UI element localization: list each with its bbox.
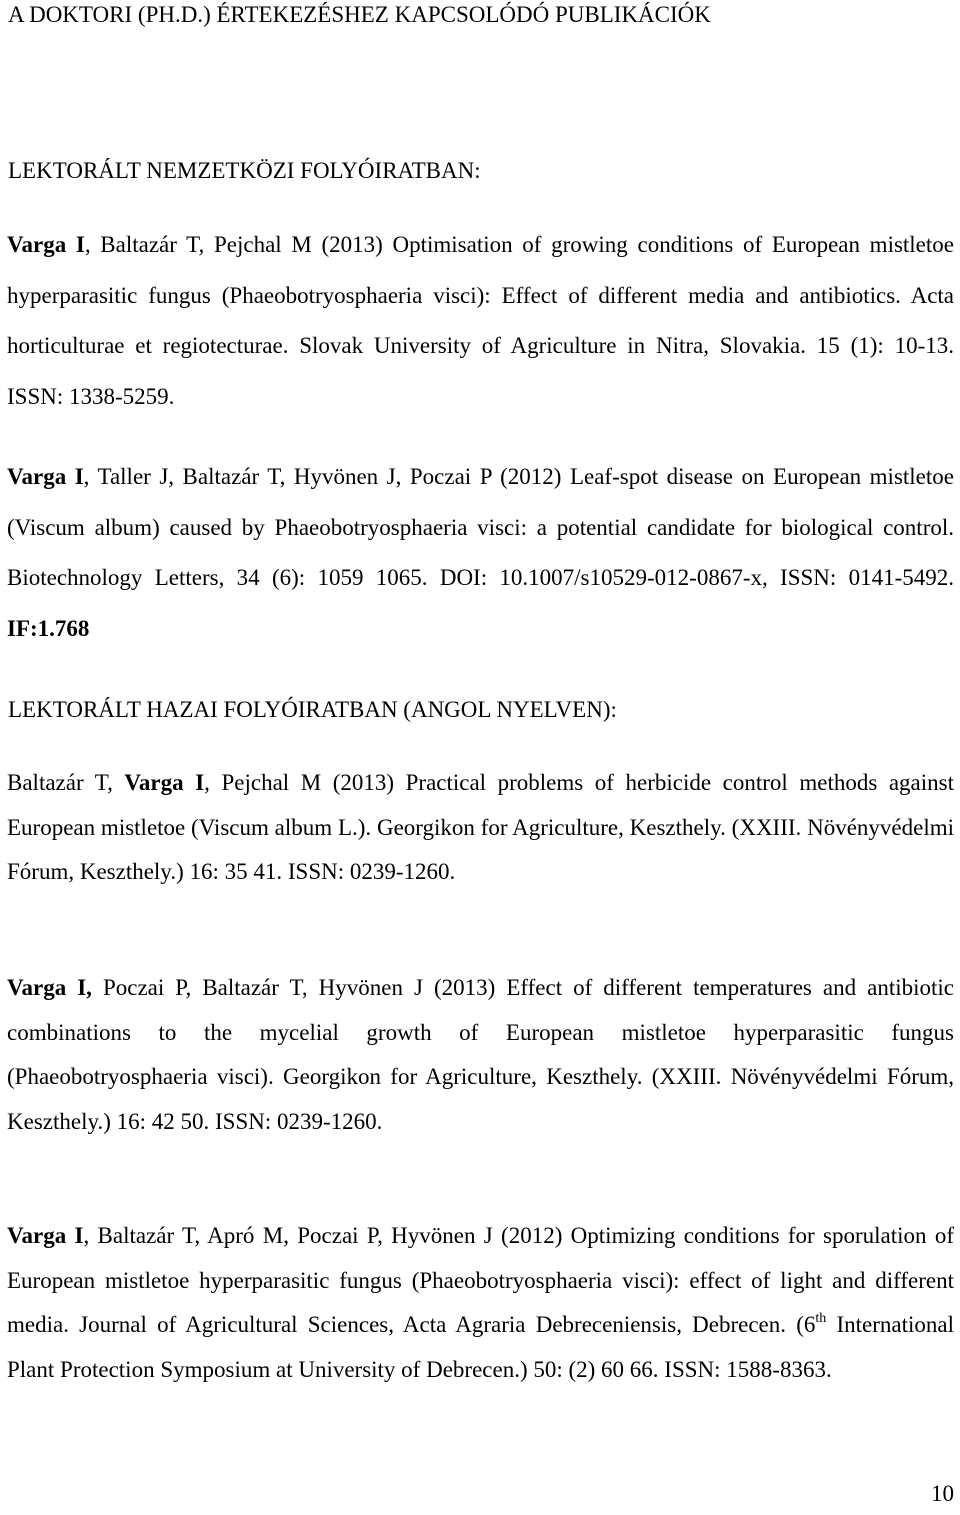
citation-prefix: Baltazár T, bbox=[7, 770, 125, 795]
section-heading-domestic: LEKTORÁLT HAZAI FOLYÓIRATBAN (ANGOL NYELVEN): bbox=[8, 697, 617, 722]
citation-text: , Taller J, Baltazár T, Hyvönen J, Poczai P (2012) Leaf-spot disease on European mistletoe (Viscum album) caused by Phaeobotryosphaeria visci: a potential candidate for biological control. Biotechnology Letters, 34 (6): 1059 1065. DOI: 10.1007/s10529-012-0867-x, ISSN: 0141-5492. bbox=[7, 464, 954, 590]
citation-text: , Pejchal M (2013) Practical problems of herbicide control methods against European mistletoe (Viscum album L.). Georgikon for Agriculture, Keszthely. (XXIII. Növényvédelmi Fórum, Keszthely.) 16: 35 41. ISSN: 0239-1260. bbox=[7, 770, 954, 884]
publication-entry bbox=[7, 761, 954, 895]
page-number: 10 bbox=[931, 1481, 954, 1506]
publication-entry bbox=[7, 966, 954, 1144]
author-highlight: Varga I, bbox=[7, 975, 92, 1000]
author-highlight: Varga I bbox=[7, 1223, 84, 1248]
publication-entry bbox=[7, 1214, 954, 1392]
author-highlight: Varga I bbox=[7, 464, 84, 489]
publication-entry bbox=[7, 452, 954, 654]
page-title: A DOKTORI (PH.D.) ÉRTEKEZÉSHEZ KAPCSOLÓDÓ PUBLIKÁCIÓK bbox=[8, 2, 711, 27]
citation-text: International Plant Protection Symposium at University of Debrecen.) 50: (2) 60 66. ISSN: 1588-8363. bbox=[7, 1312, 954, 1382]
citation-text: , Baltazár T, Apró M, Poczai P, Hyvönen J (2012) Optimizing conditions for sporulation of European mistletoe hyperparasitic fungus (Phaeobotryosphaeria visci): effect of light and different media. Journal of Agricultural Sciences, Acta Agraria Debreceniensis, Debrecen. (6 bbox=[7, 1223, 954, 1337]
publication-entry bbox=[7, 220, 954, 422]
superscript: th bbox=[815, 1311, 827, 1326]
citation-text: Poczai P, Baltazár T, Hyvönen J (2013) Effect of different temperatures and antibiotic combinations to the mycelial growth of European mistletoe hyperparasitic fungus (Phaeobotryosphaeria visci). Georgikon for Agriculture, Keszthely. (XXIII. Növényvédelmi Fórum, Keszthely.) 16: 42 50. ISSN: 0239-1260. bbox=[7, 975, 954, 1134]
section-heading-international: LEKTORÁLT NEMZETKÖZI FOLYÓIRATBAN: bbox=[8, 158, 481, 183]
author-highlight: Varga I bbox=[124, 770, 205, 795]
impact-factor: IF:1.768 bbox=[7, 615, 90, 641]
author-highlight: Varga I bbox=[7, 232, 85, 257]
citation-text: , Baltazár T, Pejchal M (2013) Optimisation of growing conditions of European mistletoe hyperparasitic fungus (Phaeobotryosphaeria visci): Effect of different media and antibiotics. Acta horticulturae et regiotecturae. Slovak University of Agriculture in Nitra, Slovakia. 15 (1): 10-13. ISSN: 1338-5259. bbox=[7, 232, 954, 409]
